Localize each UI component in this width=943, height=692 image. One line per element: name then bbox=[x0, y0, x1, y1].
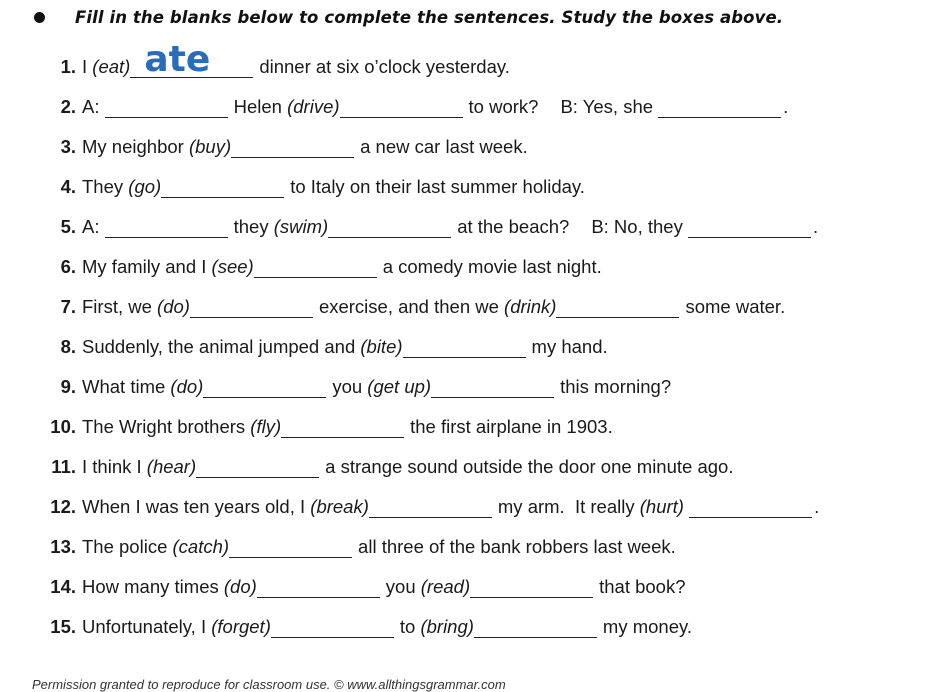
verb-hint: (fly) bbox=[250, 416, 282, 437]
verb-hint: (hear) bbox=[146, 456, 197, 477]
question-row bbox=[30, 39, 510, 80]
sentence-text: A: bbox=[82, 96, 105, 117]
verb-hint: (drink) bbox=[504, 296, 557, 317]
answer-blank[interactable] bbox=[196, 458, 319, 478]
sentence-text: all three of the bank robbers last week. bbox=[358, 536, 676, 557]
sentence-text: dinner at six o’clock yesterday. bbox=[259, 56, 510, 77]
verb-hint: (eat) bbox=[92, 56, 131, 77]
answer-blank[interactable] bbox=[105, 98, 228, 118]
sentence-text: My family and I bbox=[82, 256, 212, 277]
question-number: 15. bbox=[50, 616, 76, 637]
instruction-line bbox=[34, 8, 783, 27]
sentence-text: . bbox=[814, 496, 820, 517]
sentence-text: a new car last week. bbox=[360, 136, 528, 157]
question-number: 3. bbox=[60, 136, 76, 157]
handwritten-answer: ate bbox=[144, 39, 211, 80]
sentence-text: I think I bbox=[82, 456, 147, 477]
sentence-text: a strange sound outside the door one minute ago. bbox=[325, 456, 734, 477]
verb-hint: (get up) bbox=[367, 376, 432, 397]
sentence-text: Suddenly, the animal jumped and bbox=[82, 336, 361, 357]
sentence-text: to bbox=[399, 616, 421, 637]
answer-blank[interactable] bbox=[556, 298, 679, 318]
answer-blank[interactable] bbox=[231, 138, 354, 158]
sentence-text: A: bbox=[82, 216, 105, 237]
sentence-text: B: Yes, she bbox=[560, 96, 659, 117]
question-number: 14. bbox=[50, 576, 76, 597]
sentence-text: What time bbox=[82, 376, 171, 397]
answer-blank[interactable] bbox=[369, 498, 492, 518]
question-row bbox=[30, 572, 686, 598]
question-number: 5. bbox=[60, 216, 76, 237]
sentence-text: you bbox=[332, 376, 368, 397]
sentence-text: they bbox=[233, 216, 274, 237]
sentence-text: The police bbox=[82, 536, 173, 557]
question-number: 8. bbox=[60, 336, 76, 357]
verb-hint: (swim) bbox=[273, 216, 329, 237]
answer-blank[interactable] bbox=[203, 378, 326, 398]
verb-hint: (forget) bbox=[211, 616, 271, 637]
sentence-text: My neighbor bbox=[82, 136, 189, 157]
question-number: 13. bbox=[50, 536, 76, 557]
question-row bbox=[30, 612, 692, 638]
sentence-text: B: No, they bbox=[591, 216, 688, 237]
verb-hint: (break) bbox=[310, 496, 369, 517]
question-number: 9. bbox=[60, 376, 76, 397]
answer-blank[interactable] bbox=[431, 378, 554, 398]
verb-hint: (hurt) bbox=[639, 496, 684, 517]
answer-blank[interactable] bbox=[281, 418, 404, 438]
answer-blank[interactable] bbox=[688, 218, 811, 238]
sentence-text: that book? bbox=[599, 576, 686, 597]
answer-blank[interactable] bbox=[340, 98, 463, 118]
sentence-text: Unfortunately, I bbox=[82, 616, 212, 637]
question-number: 11. bbox=[51, 456, 76, 477]
sentence-text: you bbox=[385, 576, 421, 597]
question-number: 1. bbox=[60, 56, 76, 77]
answer-blank[interactable] bbox=[271, 618, 394, 638]
sentence-text: some water. bbox=[685, 296, 786, 317]
verb-hint: (do) bbox=[170, 376, 204, 397]
question-row bbox=[30, 532, 676, 558]
sentence-text: to work? bbox=[468, 96, 539, 117]
question-number: 7. bbox=[60, 296, 76, 317]
sentence-text: . bbox=[812, 216, 819, 237]
sentence-text: the first airplane in 1903. bbox=[410, 416, 613, 437]
sentence-text: First, we bbox=[82, 296, 158, 317]
sentence-text: this morning? bbox=[560, 376, 672, 397]
bullet-icon bbox=[34, 12, 45, 23]
question-row bbox=[30, 452, 733, 478]
question-row bbox=[30, 252, 602, 278]
verb-hint: (do) bbox=[157, 296, 190, 317]
answer-blank[interactable] bbox=[328, 218, 451, 238]
verb-hint: (catch) bbox=[172, 536, 230, 557]
verb-hint: (drive) bbox=[287, 96, 340, 117]
sentence-text: When I was ten years old, I bbox=[82, 496, 311, 517]
answer-blank[interactable] bbox=[190, 298, 313, 318]
sentence-text: How many times bbox=[82, 576, 224, 597]
question-number: 6. bbox=[60, 256, 76, 277]
sentence-text: exercise, and then we bbox=[318, 296, 505, 317]
verb-hint: (do) bbox=[223, 576, 257, 597]
verb-hint: (read) bbox=[420, 576, 471, 597]
question-number: 4. bbox=[60, 176, 76, 197]
verb-hint: (bring) bbox=[420, 616, 474, 637]
question-row bbox=[30, 292, 785, 318]
sentence-text: They bbox=[82, 176, 129, 197]
question-number: 12. bbox=[50, 496, 76, 517]
instruction-text: Fill in the blanks below to complete the sentences. Study the boxes above. bbox=[75, 8, 784, 27]
question-number: 10. bbox=[50, 416, 76, 437]
sentence-text: Helen bbox=[233, 96, 288, 117]
verb-hint: (buy) bbox=[188, 136, 232, 157]
answer-blank[interactable] bbox=[254, 258, 377, 278]
answer-blank[interactable] bbox=[658, 98, 781, 118]
answer-blank[interactable] bbox=[105, 218, 228, 238]
sentence-text: to Italy on their last summer holiday. bbox=[290, 176, 585, 197]
answer-blank[interactable] bbox=[257, 578, 380, 598]
answer-blank[interactable] bbox=[403, 338, 526, 358]
sentence-text: my money. bbox=[602, 616, 693, 637]
verb-hint: (see) bbox=[211, 256, 254, 277]
sentence-text: a comedy movie last night. bbox=[382, 256, 602, 277]
answer-blank[interactable] bbox=[229, 538, 352, 558]
answer-blank[interactable] bbox=[689, 498, 812, 518]
sentence-text: . bbox=[783, 96, 789, 117]
question-row bbox=[30, 92, 788, 118]
question-row bbox=[30, 412, 613, 438]
answer-blank[interactable] bbox=[130, 39, 253, 80]
sentence-text: my arm. It really bbox=[497, 496, 640, 517]
sentence-text: my hand. bbox=[531, 336, 608, 357]
question-row bbox=[30, 172, 585, 198]
question-row bbox=[30, 372, 671, 398]
verb-hint: (bite) bbox=[360, 336, 403, 357]
question-number: 2. bbox=[60, 96, 76, 117]
sentence-text: at the beach? bbox=[457, 216, 570, 237]
question-row bbox=[30, 492, 819, 518]
answer-blank[interactable] bbox=[161, 178, 284, 198]
question-row bbox=[30, 212, 818, 238]
sentence-text: I bbox=[82, 56, 93, 77]
question-row bbox=[30, 332, 608, 358]
sentence-text: The Wright brothers bbox=[82, 416, 251, 437]
copyright-footer: Permission granted to reproduce for classroom use. © www.allthingsgrammar.com bbox=[32, 677, 506, 692]
answer-blank[interactable] bbox=[474, 618, 597, 638]
verb-hint: (go) bbox=[128, 176, 162, 197]
answer-blank[interactable] bbox=[470, 578, 593, 598]
question-row bbox=[30, 132, 528, 158]
